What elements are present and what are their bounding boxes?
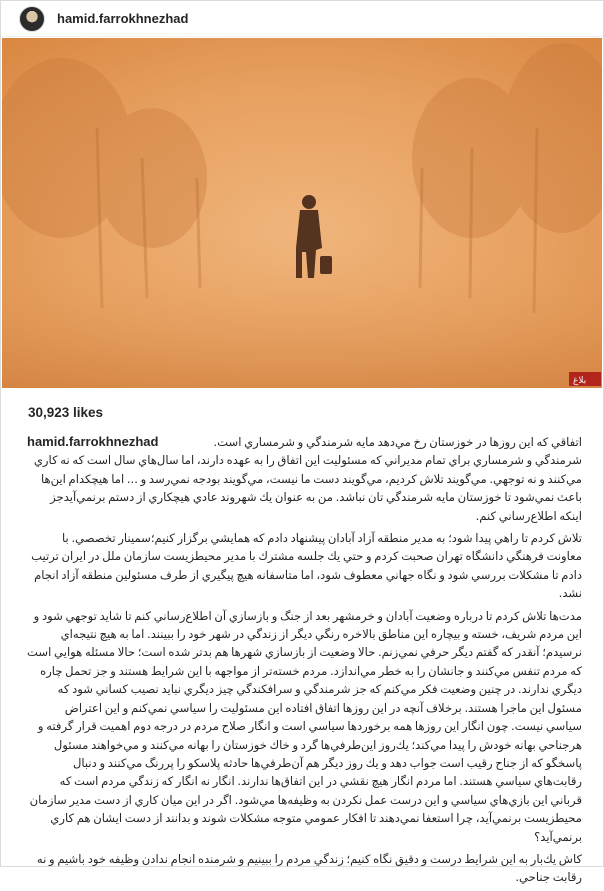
avatar[interactable]: [19, 6, 45, 32]
caption-paragraph: كاش يك‌بار به اين شرايط درست و دقيق نگاه كنيم؛ زندگي مردم را ببينيم و شرمنده انجام ندادن وظيفه خود باشيم و نه رقابت جناحي.: [36, 851, 582, 885]
post-header: [1, 1, 603, 37]
username-link[interactable]: hamid.farrokhnezhad: [57, 11, 189, 26]
post-photo[interactable]: [2, 38, 602, 388]
post-caption: [27, 433, 582, 891]
caption-paragraph: اتفاقي كه اين روزها در خوزستان رخ مي‌دهد مايه شرمندگي و شرمساري است. شرمندگي و شرمساري براي تمام مديراني كه مسئوليت اين اتفاق را به عهده دارند، اما سال‌هاي سال است كه نه كاري مي‌كنند و نه توجهي. مي‌گويند تلاش كرديم، مي‌گويند دست ما نيست، مي‌گويند بودجه نمي‌رسد و ... اما هيچكدام اين‌ها باعث نمي‌شود تا خوزستان مايه شرمندگي تان نباشد. من به عنوان يك شهروند عادي هيچكاري از دستم برنمي‌آيدجز اينكه اطلاع‌رساني كنم.: [33, 435, 582, 523]
caption-paragraph: مدت‌ها تلاش كردم تا درباره وضعيت آبادان و خرمشهر بعد از جنگ و بازسازي آن اطلاع‌رساني كنم تا شايد توجهي شود و اين مردم شريف، خسته و بيچاره اين مناطق بالاخره رنگي ديگر از زندگي در شهر خود را ببينند. اما به هيچ نتيجه‌اي نرسيدم؛ آنقدر كه گفتم ديگر حرفي نمي‌زنم. حالا وضعيت از بازسازي شهرها هم بدتر شده است؛ حالا مسئله هوايي است كه مردم تنفس مي‌كنند و جانشان را به خطر مي‌اندازد. مردم خسته‌تر از مواجهه با اين شرايط هستند و جز تحمل چاره ديگري ندارند. در چنين وضعيت فكر مي‌كنم كه جز شرمندگي و سرافكندگي چيز ديگري نبايد نصيب كساني شود كه مسئول اين ماجرا هستند. برخلاف آنچه در اين روزها اتفاق افتاده اين مسئوليت را سياسي نمي‌كنم و اين اعتراض سياسي نيست. چون انگار اين روزها همه برخوردها سياسي است و انگار صلاح مردم در درجه دوم اهميت قرار گرفته و هرجناحي بهانه خودش را پيدا مي‌كند؛ يك‌روز اين‌طرفي‌ها گرد و خاك خوزستان را بهانه مي‌كنند و مي‌خواهند مسئول پاسخگو كه از جناح رقيب است جواب دهد و يك روز ديگر هم آن‌طرفي‌ها حادثه پلاسكو را پررنگ مي‌كنند و دنبال رقابت‌هاي سياسي هستند. اما مردم انگار هيچ نقشي در اين اتفاق‌ها ندارند. انگار نه انگار كه زندگي مردم است كه قرباني اين بازي‌هاي سياسي و اين درست عمل نكردن به وظيفه‌ها مي‌شود. اگر در اين ميان كاري از دست مدير سازمان محيطزيست برنمي‌آيد، چرا استعفا نمي‌دهند تا افكار عمومي متوجه مشكلات شوند و بدانند از دست ايشان هم كاري برنمي‌آيد؟: [27, 608, 582, 844]
caption-author-link[interactable]: hamid.farrokhnezhad: [27, 434, 159, 449]
dust-storm-photo: [2, 38, 602, 388]
caption-paragraph: تلاش كردم تا راهي پيدا شود؛ به مدير منطقه آزاد آبادان پيشنهاد دادم كه همايشي برگزار كنيم؛سمينار تخصصي. با معاونت فرهنگي دانشگاه تهران صحبت كردم و حتي يك جلسه مشترك با مدير محيطزيست سازمان ملل در ايران ترتيب دادم تا مشكلات بررسي شود و نگاه جهاني معطوف شود، اما متاسفانه هيچ پيگيري از طرف مسئولين منطقه آزاد انجام نشد.: [31, 531, 582, 601]
photo-watermark: بلاغ: [573, 376, 587, 386]
likes-count[interactable]: 30,923 likes: [28, 405, 104, 420]
